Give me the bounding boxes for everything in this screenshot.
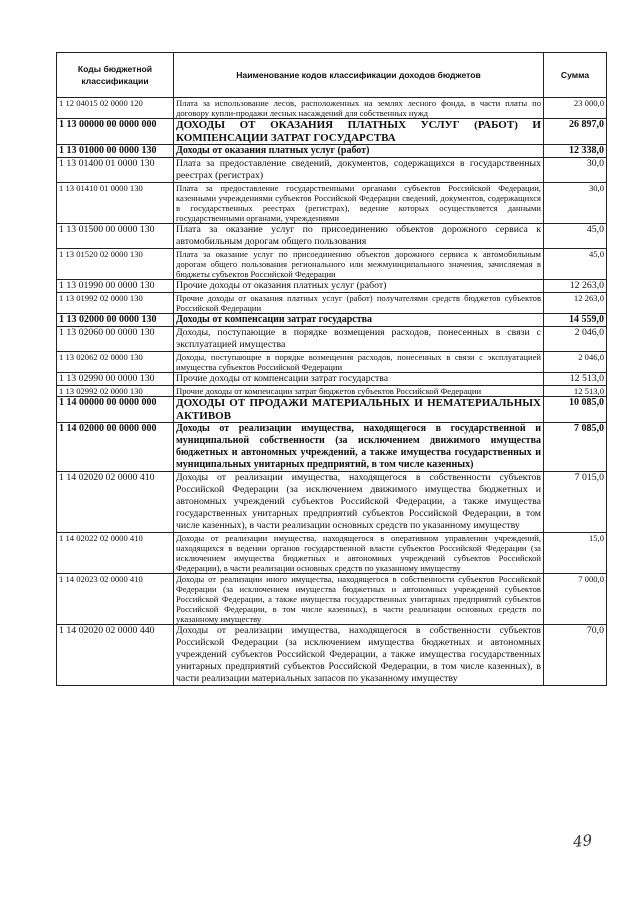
table-row [57,373,607,386]
header-name-column: Наименование кодов классификации доходов бюджетов [174,53,544,98]
row-name-cell: Плата за использование лесов, расположенных на землях лесного фонда, в части платы по договору купли-продажи лесных насаждений для собственных нужд [174,98,544,119]
row-code-cell: 1 13 02990 00 0000 130 [57,373,174,386]
row-sum-cell: 12 513,0 [544,373,607,386]
row-name-cell: Плата за предоставление государственными органами субъектов Российской Федерации, казенными учреждениями субъектов Российской Федерации сведений, документов, содержащихся в государственных реестрах (регистрах), ведение которых осуществляется данными государственными органами, учреждениями [174,183,544,224]
row-name-cell: ДОХОДЫ ОТ ПРОДАЖИ МАТЕРИАЛЬНЫХ И НЕМАТЕРИАЛЬНЫХ АКТИВОВ [174,397,544,423]
row-name-cell: Прочие доходы от оказания платных услуг (работ) получателями средств бюджетов субъектов Российской Федерации [174,293,544,314]
table-row [57,183,607,224]
table-row [57,314,607,327]
row-name-cell: Доходы, поступающие в порядке возмещения расходов, понесенных в связи с эксплуатацией имущества субъектов Российской Федерации [174,352,544,373]
row-name-cell: Доходы от реализации имущества, находящегося в государственной и муниципальной собственности (за исключением движимого имущества бюджетных и автономных учреждений, а также имущества государственных и муниципальных унитарных предприятий, в том числе казенных) [174,423,544,472]
row-name-cell: Плата за оказание услуг по присоединению объектов дорожного сервиса к автомобильным дорогам общего пользования регионального или межмуниципального значения, зачисляемая в бюджеты субъектов Российской Федерации [174,249,544,280]
row-name-cell: Доходы от компенсации затрат государства [174,314,544,327]
table-header-row [57,53,607,98]
row-sum-cell: 23 000,0 [544,98,607,119]
row-sum-cell: 7 015,0 [544,472,607,533]
row-code-cell: 1 14 02000 00 0000 000 [57,423,174,472]
row-code-cell: 1 13 02000 00 0000 130 [57,314,174,327]
row-code-cell: 1 13 01000 00 0000 130 [57,145,174,158]
row-code-cell: 1 13 01520 02 0000 130 [57,249,174,280]
table-row [57,327,607,352]
table-row [57,280,607,293]
table-row [57,249,607,280]
row-sum-cell: 30,0 [544,183,607,224]
row-code-cell: 1 13 01992 02 0000 130 [57,293,174,314]
row-name-cell: Плата за оказание услуг по присоединению объектов дорожного сервиса к автомобильным дорогам общего пользования [174,224,544,249]
row-code-cell: 1 13 02992 02 0000 130 [57,386,174,397]
table-row [57,224,607,249]
row-sum-cell: 12 263,0 [544,280,607,293]
row-name-cell: Доходы, поступающие в порядке возмещения расходов, понесенных в связи с эксплуатацией имущества [174,327,544,352]
row-sum-cell: 45,0 [544,224,607,249]
row-sum-cell: 70,0 [544,625,607,686]
row-sum-cell: 7 000,0 [544,574,607,625]
row-name-cell: Доходы от оказания платных услуг (работ) [174,145,544,158]
row-name-cell: Доходы от реализации имущества, находящегося в оперативном управлении учреждений, находящихся в ведении органов государственной власти субъектов Российской Федерации (за исключением имущества бюджетных и автономных учреждений субъектов Российской Федерации), в части реализации основных средств по указанному имуществу [174,533,544,574]
table-row [57,386,607,397]
table-row [57,533,607,574]
row-code-cell: 1 14 02020 02 0000 440 [57,625,174,686]
row-name-cell: Прочие доходы от оказания платных услуг (работ) [174,280,544,293]
table-row [57,397,607,423]
row-sum-cell: 2 046,0 [544,352,607,373]
row-code-cell: 1 13 01410 01 0000 130 [57,183,174,224]
header-sum-column: Сумма [544,53,607,98]
row-sum-cell: 14 559,0 [544,314,607,327]
row-name-cell: Прочие доходы от компенсации затрат государства [174,373,544,386]
row-sum-cell: 2 046,0 [544,327,607,352]
row-sum-cell: 26 897,0 [544,119,607,145]
table-row [57,293,607,314]
row-sum-cell: 12 338,0 [544,145,607,158]
row-code-cell: 1 14 02023 02 0000 410 [57,574,174,625]
page-number: 49 [572,831,593,851]
row-sum-cell: 7 085,0 [544,423,607,472]
row-name-cell: Доходы от реализации иного имущества, находящегося в собственности субъектов Российской Федерации (за исключением имущества бюджетных и автономных учреждений субъектов Российской Федерации, а также имущества государственных унитарных предприятий субъектов Российской Федерации, в том числе казенных), в части реализации основных средств по указанному имуществу [174,574,544,625]
table-row [57,472,607,533]
row-sum-cell: 12 513,0 [544,386,607,397]
row-code-cell: 1 14 00000 00 0000 000 [57,397,174,423]
table-row [57,625,607,686]
table-row [57,423,607,472]
table-row [57,574,607,625]
row-code-cell: 1 13 01400 01 0000 130 [57,158,174,183]
table-row [57,119,607,145]
row-code-cell: 1 13 02060 00 0000 130 [57,327,174,352]
row-sum-cell: 30,0 [544,158,607,183]
row-sum-cell: 10 085,0 [544,397,607,423]
row-code-cell: 1 14 02020 02 0000 410 [57,472,174,533]
row-name-cell: Прочие доходы от компенсации затрат бюджетов субъектов Российской Федерации [174,386,544,397]
row-code-cell: 1 13 02062 02 0000 130 [57,352,174,373]
row-sum-cell: 12 263,0 [544,293,607,314]
row-name-cell: ДОХОДЫ ОТ ОКАЗАНИЯ ПЛАТНЫХ УСЛУГ (РАБОТ) И КОМПЕНСАЦИИ ЗАТРАТ ГОСУДАРСТВА [174,119,544,145]
row-code-cell: 1 12 04015 02 0000 120 [57,98,174,119]
row-name-cell: Плата за предоставление сведений, документов, содержащихся в государственных реестрах (регистрах) [174,158,544,183]
row-code-cell: 1 13 01990 00 0000 130 [57,280,174,293]
row-code-cell: 1 14 02022 02 0000 410 [57,533,174,574]
header-code-column: Коды бюджетной классификации [57,53,174,98]
row-sum-cell: 15,0 [544,533,607,574]
table-row [57,145,607,158]
revenue-classification-table [56,52,607,686]
row-name-cell: Доходы от реализации имущества, находящегося в собственности субъектов Российской Федерации (за исключением движимого имущества бюджетных и автономных учреждений субъектов Российской Федерации, а также имущества государственных унитарных предприятий субъектов Российской Федерации, в том числе казенных), в части реализации основных средств по указанному имуществу [174,472,544,533]
table-row [57,352,607,373]
table-row [57,98,607,119]
row-name-cell: Доходы от реализации имущества, находящегося в собственности субъектов Российской Федерации (за исключением имущества бюджетных и автономных учреждений субъектов Российской Федерации, а также имущества государственных унитарных предприятий субъектов Российской Федерации, в том числе казенных), в части реализации материальных запасов по указанному имуществу [174,625,544,686]
row-sum-cell: 45,0 [544,249,607,280]
row-code-cell: 1 13 00000 00 0000 000 [57,119,174,145]
row-code-cell: 1 13 01500 00 0000 130 [57,224,174,249]
table-body [57,98,607,686]
table-row [57,158,607,183]
